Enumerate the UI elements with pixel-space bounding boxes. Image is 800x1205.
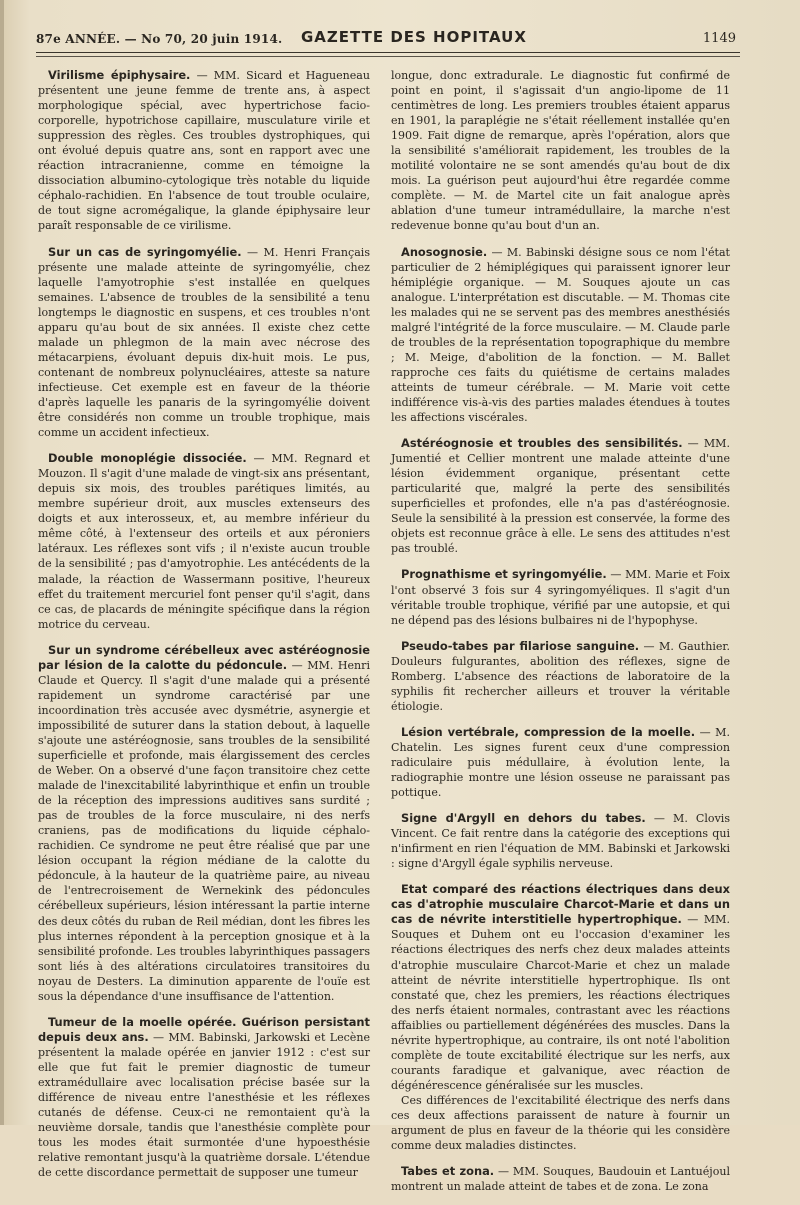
article-title: Lésion vertébrale, compression de la moelle. [401, 724, 696, 739]
article [391, 436, 730, 556]
journal-title: GAZETTE DES HOPITAUX [301, 28, 527, 46]
article [391, 882, 730, 1093]
article-body: — MM. Henri Claude et Quercy. Il s'agit d'une malade qui a présenté rapidement un syndrome caractérisé par une incoordination très accusée avec dysmétrie, asynergie et impossibilité de suturer dans la station debout, à laquelle s'ajoute une astéréognosie, sans troubles de la sensibilité superficielle et profonde, mais élargissement des cercles de Weber. On a observé d'une façon transitoire chez cette malade de l'inexcitabilité labyrinthique et enfin un trouble de la réception des impressions auditives sans surdité ; pas de troubles de la force musculaire, ni des nerfs craniens, pas de modifications du liquide céphalo-rachidien. Ce syndrome ne peut être réalisé que par une lésion occupant la région médiane de la calotte du pédoncule, à la hauteur de la quatrième paire, au niveau de l'entrecroisement de Wernekink des pédoncules cérébelleux supérieurs, lésion intéressant la partie interne des deux côtés du ruban de Reil médian, dont les fibres les plus internes répondent à la perception gnosique et à la sensibilité profonde. Les troubles labyrinthiques passagers sont liés à des altérations circulatoires transitoires du noyau de Desters. La diminution apparente de l'ouïe est sous la dépendance d'une insuffisance de l'attention. [38, 658, 370, 1003]
article [38, 1015, 370, 1181]
article-title: Etat comparé des réactions électriques dans deux cas d'atrophie musculaire Charcot-Marie et dans un cas de névrite interstitielle hypertrophique. [391, 882, 730, 927]
article-body: — M. Henri Français présente une malade atteinte de syringomyélie, chez laquelle l'amyotrophie s'est installée en quelques semaines. L'absence de troubles de la sensibilité a tenu longtemps le diagnostic en suspens, et ces troubles n'ont apparu qu'au bout de six années. Il existe chez cette malade un phlegmon de la main avec nécrose des métacarpiens, évoluant depuis dix-huit mois. Le pus, contenant de nombreux polynucléaires, atteste sa nature infectieuse. Cet exemple est en faveur de la théorie d'après laquelle les panaris de la syringomyélie doivent être considérés non comme un trouble trophique, mais comme un accident infectieux. [38, 245, 370, 440]
article-paragraph [391, 1093, 730, 1153]
article-body: — M. Gauthier. Douleurs fulgurantes, abolition des réflexes, signe de Romberg. L'absence des réactions de laboratoire de la syphilis fit rechercher ailleurs et trouver la véritable étiologie. [391, 639, 730, 713]
article-title: Tabes et zona. [401, 1164, 495, 1179]
article [391, 245, 730, 426]
article-body: — M. Clovis Vincent. Ce fait rentre dans la catégorie des exceptions qui n'infirment en rien l'équation de MM. Babinski et Jarkowski : signe d'Argyll égale syphilis nerveuse. [391, 812, 731, 871]
article-body: — MM. Sicard et Hagueneau présentent une jeune femme de trente ans, à aspect morphologique spécial, avec hypertrichose facio-corporelle, hypotrichose capillaire, musculature virile et suppression des règles. Ces troubles dystrophiques, qui ont évolué depuis quatre ans, sont en rapport avec une réaction intracranienne, comme en témoigne la dissociation albumino-cytologique très notable du liquide céphalo-rachidien. En l'absence de tout trouble oculaire, de tout signe acromégalique, la glande épiphysaire leur paraît responsable de ce virilisme. [38, 69, 371, 233]
article-title: Sur un cas de syringomyélie. [48, 244, 242, 259]
article-body: — MM. Jumentié et Cellier montrent une malade atteinte d'une lésion évidemment organique, présentant cette particularité que, malgré la perte des sensibilités superficielles et profondes, elle n'a pas d'astéréognosie. Seule la sensibilité à la pression est conservée, la forme des objets est reconnue grâce à elle. Le sens des attitudes n'est pas troublé. [391, 437, 730, 556]
article-body: Ces différences de l'excitabilité électrique des nerfs dans ces deux affections paraissent de nature à fournir un argument de plus en faveur de la théorie qui les considère comme deux maladies distinctes. [391, 1093, 730, 1153]
header-rule-thin [36, 56, 740, 57]
left-column [38, 68, 370, 1191]
article [391, 725, 730, 800]
article-title: Anosognosie. [401, 244, 488, 259]
header-rule [36, 52, 740, 53]
article-title: Virilisme épiphysaire. [48, 68, 191, 82]
page-gutter [0, 0, 4, 1125]
article [391, 567, 730, 627]
article-continuation [391, 68, 730, 234]
page-number: 1149 [702, 31, 736, 46]
article-body: — MM. Souques et Duhem ont eu l'occasion d'examiner les réactions électriques des nerfs chez deux malades atteints d'atrophie musculaire Charcot-Marie et chez un malade atteint de névrite interstitielle hypertrophique. Ils ont constaté que, chez les premiers, les réactions électriques des nerfs étaient normales, contrastant avec les réactions affaiblies ou partiellement dégénérées des muscles. Dans la névrite hypertrophique, au contraire, ils ont noté l'abolition complète de toute excitabilité électrique sur les nerfs, aux courants faradique et galvanique, avec réaction de dégénérescence généralisée sur les muscles. [391, 913, 730, 1092]
article [391, 1164, 730, 1194]
issue-info: 87e ANNÉE. — No 70, 20 juin 1914. [36, 32, 283, 46]
page-header [36, 28, 736, 50]
right-column [391, 68, 730, 1205]
article-body: — MM. Regnard et Mouzon. Il s'agit d'une malade de vingt-six ans présentant, depuis six mois, des troubles parétiques limités, au membre supérieur droit, aux muscles extenseurs des doigts et aux interosseux, et, au membre inférieur du même côté, à l'extenseur des orteils et aux péroniers latéraux. Les réflexes sont vifs ; il n'existe aucun trouble de la sensibilité ; pas d'amyotrophie. Les antécédents de la malade, la réaction de Wassermann positive, l'heureux effet du traitement mercuriel font penser qu'il s'agit, dans ce cas, de placards de méningite spécifique dans la région motrice du cerveau. [38, 452, 371, 631]
article-title: Double monoplégie dissociée. [48, 451, 247, 466]
article-title: Signe d'Argyll en dehors du tabes. [401, 811, 646, 826]
article-body: — MM. Marie et Foix l'ont observé 3 fois sur 4 syringomyéliques. Il s'agit d'un véritable trouble trophique, vérifié par une autopsie, et qui ne dépend pas des lésions bulbaires ni de l'hypophyse. [391, 568, 730, 627]
article-body: — M. Babinski désigne sous ce nom l'état particulier de 2 hémiplégiques qui paraissent ignorer leur hémiplégie organique. — M. Souques ajoute un cas analogue. L'interprétation est discutable. — M. Thomas cite les malades qui ne se servent pas des membres anesthésiés malgré l'intégrité de la force musculaire. — M. Claude parle de troubles de la représentation topographique du membre ; M. Meige, d'abolition de la fonction. — M. Ballet rapproche ces faits du quiétisme de certains malades atteints de tumeur cérébrale. — M. Marie voit cette indifférence vis-à-vis des parties malades étendues à toutes les affections viscérales. [391, 245, 730, 425]
article [38, 68, 370, 234]
article-title: Pseudo-tabes par filariose sanguine. [401, 638, 640, 653]
article-title: Tumeur de la moelle opérée. Guérison persistant depuis deux ans. [38, 1014, 370, 1044]
article-title: Sur un syndrome cérébelleux avec astéréognosie par lésion de la calotte du pédoncule. [38, 642, 370, 672]
article-body: — MM. Souques, Baudouin et Lantuéjoul montrent un malade atteint de tabes et de zona. Le zona [391, 1165, 730, 1194]
article-body: — M. Chatelin. Les signes furent ceux d'une compression radiculaire puis médullaire, à évolution lente, la radiographie montre une lésion osseuse ne paraissant pas pottique. [391, 725, 730, 800]
article-title: Astéréognosie et troubles des sensibilités. [401, 436, 683, 451]
article-body: longue, donc extradurale. Le diagnostic fut confirmé de point en point, il s'agissait d'un angio-lipome de 11 centimètres de long. Les premiers troubles étaient apparus en 1901, la paraplégie ne s'était réellement installée qu'en 1909. Fait digne de remarque, après l'opération, alors que la sensibilité s'améliorait rapidement, les troubles de la motilité volontaire ne se sont amendés qu'au bout de dix mois. La guérison peut aujourd'hui être regardée comme complète. — M. de Martel cite un fait analogue après ablation d'une tumeur intramédullaire, la marche n'est redevenue bonne qu'au bout d'un an. [391, 69, 730, 233]
article [38, 245, 370, 441]
article [38, 643, 370, 1004]
article-body: — MM. Babinski, Jarkowski et Lecène présentent la malade opérée en janvier 1912 : c'est sur elle que fut fait le premier diagnostic de tumeur extramédullaire avec localisation précise basée sur la différence de niveau entre l'anesthésie et les réflexes cutanés de défense. Ceux-ci ne remontaient qu'à la neuvième dorsale, tandis que l'anesthésie complète pour tous les modes était surmontée d'une hypoesthésie relative remontant jusqu'à la quatrième dorsale. L'étendue de cette discordance permettait de supposer une tumeur [38, 1030, 370, 1180]
article-title: Prognathisme et syringomyélie. [401, 567, 607, 582]
article [391, 639, 730, 714]
article [38, 451, 370, 632]
article [391, 811, 730, 871]
